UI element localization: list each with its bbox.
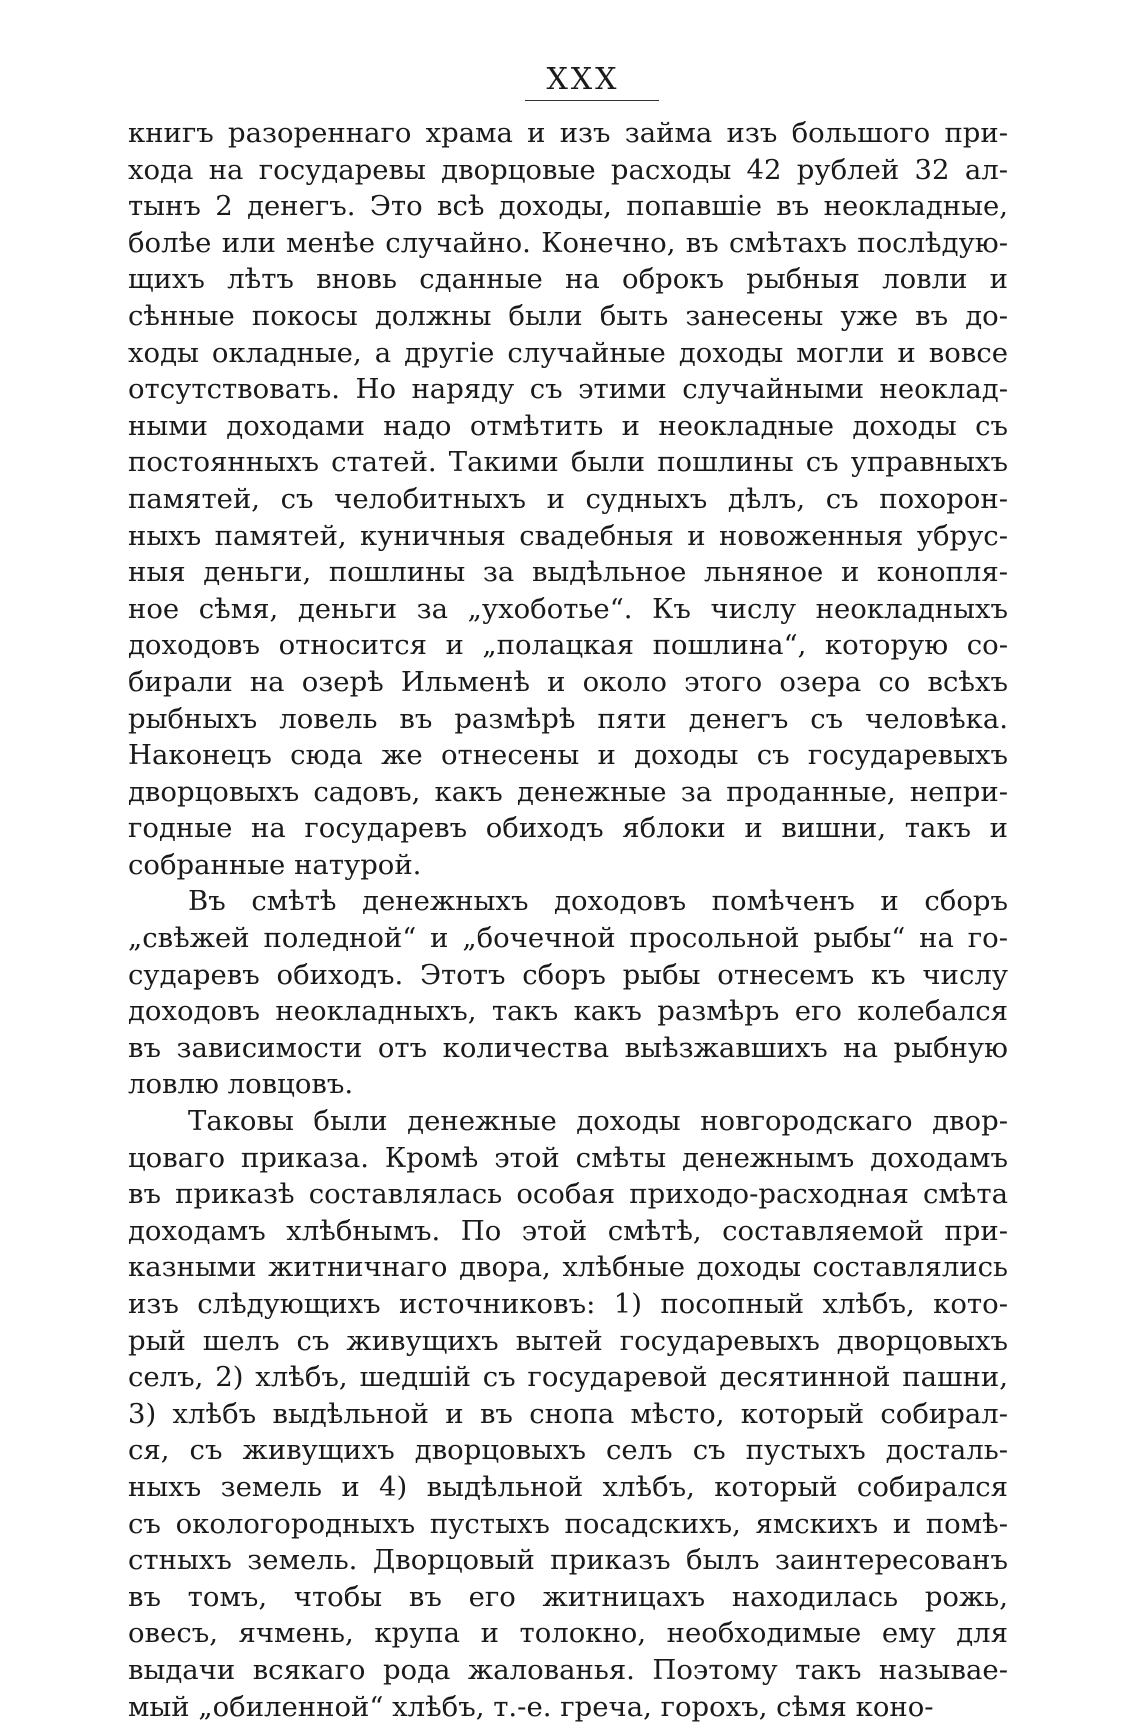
text-line: ное сѣмя, деньги за „ухоботье“. Къ числу неокладныхъ xyxy=(128,592,1008,625)
text-line: 3) хлѣбъ выдѣльной и въ снопа мѣсто, который собирал- xyxy=(128,1397,1008,1430)
text-line: въ приказѣ составлялась особая приходо-расходная смѣта xyxy=(128,1178,1008,1211)
text-line: стныхъ земель. Дворцовый приказъ былъ заинтересованъ xyxy=(128,1544,1008,1577)
text-line: сударевъ обиходъ. Этотъ сборъ рыбы отнесемъ къ числу xyxy=(128,958,1008,991)
text-line: ныхъ земель и 4) выдѣльной хлѣбъ, который собирался xyxy=(128,1470,1008,1503)
text-line: доходовъ относится и „полацкая пошлина“, которую со- xyxy=(128,629,1008,662)
text-line: селъ, 2) хлѣбъ, шедшій съ государевой десятинной пашни, xyxy=(128,1361,1008,1394)
text-line: съ окологородныхъ пустыхъ посадскихъ, ямскихъ и помѣ- xyxy=(128,1507,1008,1540)
text-line: Таковы были денежные доходы новгородскаго двор- xyxy=(188,1105,1008,1138)
text-line: рый шелъ съ живущихъ вытей государевыхъ дворцовыхъ xyxy=(128,1324,1008,1357)
text-line: ныхъ памятей, куничныя свадебныя и новоженныя убрус- xyxy=(128,519,1008,552)
text-line: овесъ, ячмень, крупа и толокно, необходимые ему для xyxy=(128,1617,1008,1650)
header-rule xyxy=(525,100,659,101)
text-line: собранные натурой. xyxy=(128,848,422,881)
text-line: ловлю ловцовъ. xyxy=(128,1068,354,1101)
text-line: доходовъ неокладныхъ, такъ какъ размѣръ его колебался xyxy=(128,995,1008,1028)
text-line: болѣе или менѣе случайно. Конечно, въ смѣтахъ послѣдую- xyxy=(128,226,1008,259)
text-line: отсутствовать. Но наряду съ этими случайными неоклад- xyxy=(128,373,1008,406)
text-line: щихъ лѣтъ вновь сданные на оброкъ рыбныя ловли и xyxy=(128,263,1008,296)
text-line: Въ смѣтѣ денежныхъ доходовъ помѣченъ и сборъ xyxy=(188,885,1008,918)
text-line: ходы окладные, а другіе случайные доходы могли и вовсе xyxy=(128,336,1008,369)
text-line: памятей, съ челобитныхъ и судныхъ дѣлъ, съ похорон- xyxy=(128,482,1008,515)
text-line: бирали на озерѣ Ильменѣ и около этого озера со всѣхъ xyxy=(128,665,1008,698)
text-line: мый „обиленной“ хлѣбъ, т.-е. греча, горохъ, сѣмя коно- xyxy=(128,1690,934,1723)
text-line: ся, съ живущихъ дворцовыхъ селъ съ пустыхъ досталь- xyxy=(128,1434,1008,1467)
page-number: XXX xyxy=(546,62,620,97)
text-line: изъ слѣдующихъ источниковъ: 1) посопный хлѣбъ, кото- xyxy=(128,1288,1008,1320)
paragraph xyxy=(128,1103,1008,1725)
text-line: цоваго приказа. Кромѣ этой смѣты денежнымъ доходамъ xyxy=(128,1141,1008,1174)
text-line: сѣнные покосы должны были быть занесены уже въ до- xyxy=(128,299,1008,332)
document-page xyxy=(128,62,1008,1725)
text-line: рыбныхъ ловель въ размѣрѣ пяти денегъ съ человѣка. xyxy=(128,702,1008,735)
text-line: доходамъ хлѣбнымъ. По этой смѣтѣ, составляемой при- xyxy=(128,1214,1008,1247)
text-line: „свѣжей поледной“ и „бочечной просольной рыбы“ на го- xyxy=(128,922,1008,955)
body-text xyxy=(128,115,1008,1725)
text-line: въ зависимости отъ количества выѣзжавшихъ на рыбную xyxy=(128,1031,1008,1064)
text-line: ныя деньги, пошлины за выдѣльное льняное и конопля- xyxy=(128,556,1008,589)
text-line: ными доходами надо отмѣтить и неокладные доходы съ xyxy=(128,409,1008,442)
text-line: дворцовыхъ садовъ, какъ денежные за проданные, непри- xyxy=(128,775,1008,808)
paragraph xyxy=(128,115,1008,883)
text-line: книгъ разореннаго храма и изъ займа изъ большого при- xyxy=(128,117,1008,149)
text-line: выдачи всякаго рода жалованья. Поэтому такъ называе- xyxy=(128,1653,1008,1686)
text-line: постоянныхъ статей. Такими были пошлины съ управныхъ xyxy=(128,446,1008,479)
text-line: тынъ 2 денегъ. Это всѣ доходы, попавшіе въ неокладные, xyxy=(128,190,1008,223)
text-line: Наконецъ сюда же отнесены и доходы съ государевыхъ xyxy=(128,739,1008,772)
text-line: казными житничнаго двора, хлѣбные доходы составлялись xyxy=(128,1251,1008,1284)
text-line: хода на государевы дворцовые расходы 42 рублей 32 ал- xyxy=(128,153,1008,186)
text-line: въ томъ, чтобы въ его житницахъ находилась рожь, xyxy=(128,1580,1008,1613)
text-line: годные на государевъ обиходъ яблоки и вишни, такъ и xyxy=(128,812,1008,845)
paragraph xyxy=(128,883,1008,1103)
